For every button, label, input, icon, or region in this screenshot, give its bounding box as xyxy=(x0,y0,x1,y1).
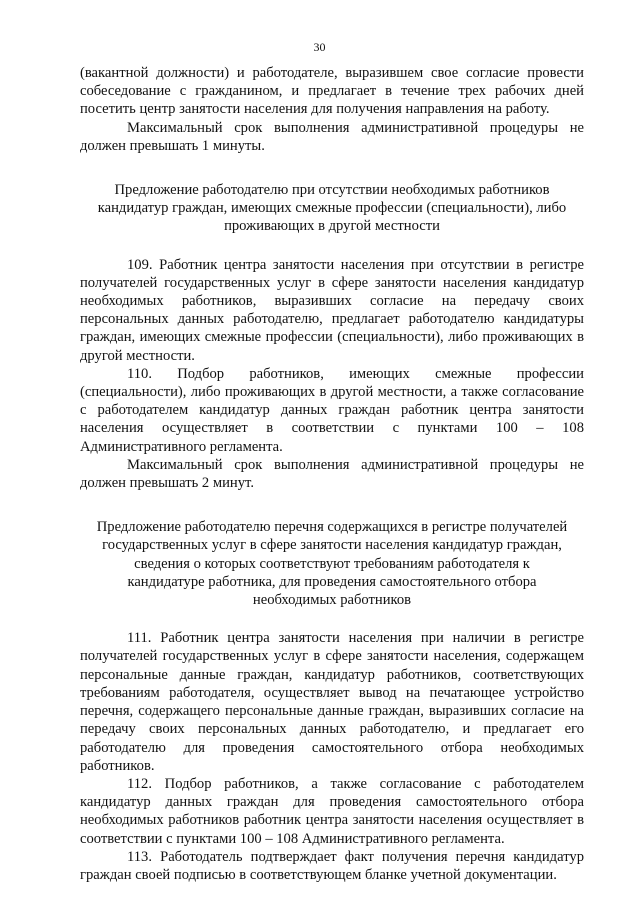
paragraph-112: 112. Подбор работников, а также согласование с работодателем кандидатур данных граждан для проведения самостоятельного отбора необходимых работников работник центра занятости населения осуществляет в соответствии с пунктами 100 – 108 Административного регламента. xyxy=(80,775,584,847)
paragraph-110: 110. Подбор работников, имеющих смежные профессии (специальности), либо проживающих в другой местности, а также согласование с работодателем кандидатур данных граждан работник центра занятости населения осуществляет в соответствии с пунктами 100 – 108 Административного регламента. xyxy=(80,365,584,455)
page-number: 30 xyxy=(313,40,326,54)
section-heading-candidate-list: Предложение работодателю перечня содержащихся в регистре получателей государственных услуг в сфере занятости населения кандидатур граждан, сведения о которых соответствуют требованиям работодателя к кандидатуре работника, для проведения самостоятельного отбора необходимых работников xyxy=(96,519,568,609)
paragraph-111: 111. Работник центра занятости населения при наличии в регистре получателей государственных услуг в сфере занятости населения, содержащем персональные данные граждан, кандидатур работников, соответствующих требованиям работодателя, осуществляет вывод на печатающее устройство перечня, содержащего персональные данные граждан, выразивших согласие на передачу своих персональных данных работодателю, и предлагает его работодателю для проведения самостоятельного отбора необходимых работников. xyxy=(80,630,584,774)
paragraph-max-time-2: Максимальный срок выполнения административной процедуры не должен превышать 2 минут. xyxy=(80,456,584,492)
section-heading-related-professions: Предложение работодателю при отсутствии необходимых работников кандидатур граждан, имеющих смежные профессии (специальности), либо проживающих в другой местности xyxy=(97,182,567,235)
document-body xyxy=(80,64,584,884)
paragraph-113: 113. Работодатель подтверждает факт получения перечня кандидатур граждан своей подписью в соответствующем бланке учетной документации. xyxy=(80,848,584,883)
paragraph-continuation: (вакантной должности) и работодателе, выразившем свое согласие провести собеседование с гражданином, и предлагает в течение трех рабочих дней посетить центр занятости населения для получения направления на работу. xyxy=(80,65,584,118)
paragraph-109: 109. Работник центра занятости населения при отсутствии в регистре получателей государственных услуг в сфере занятости населения кандидатур необходимых работников, выразивших согласие на передачу своих персональных данных работодателю, предлагает работодателю кандидатуры граждан, имеющих смежные профессии (специальности), либо проживающих в другой местности. xyxy=(80,256,584,364)
paragraph-max-time-1: Максимальный срок выполнения административной процедуры не должен превышать 1 минуты. xyxy=(80,119,584,154)
